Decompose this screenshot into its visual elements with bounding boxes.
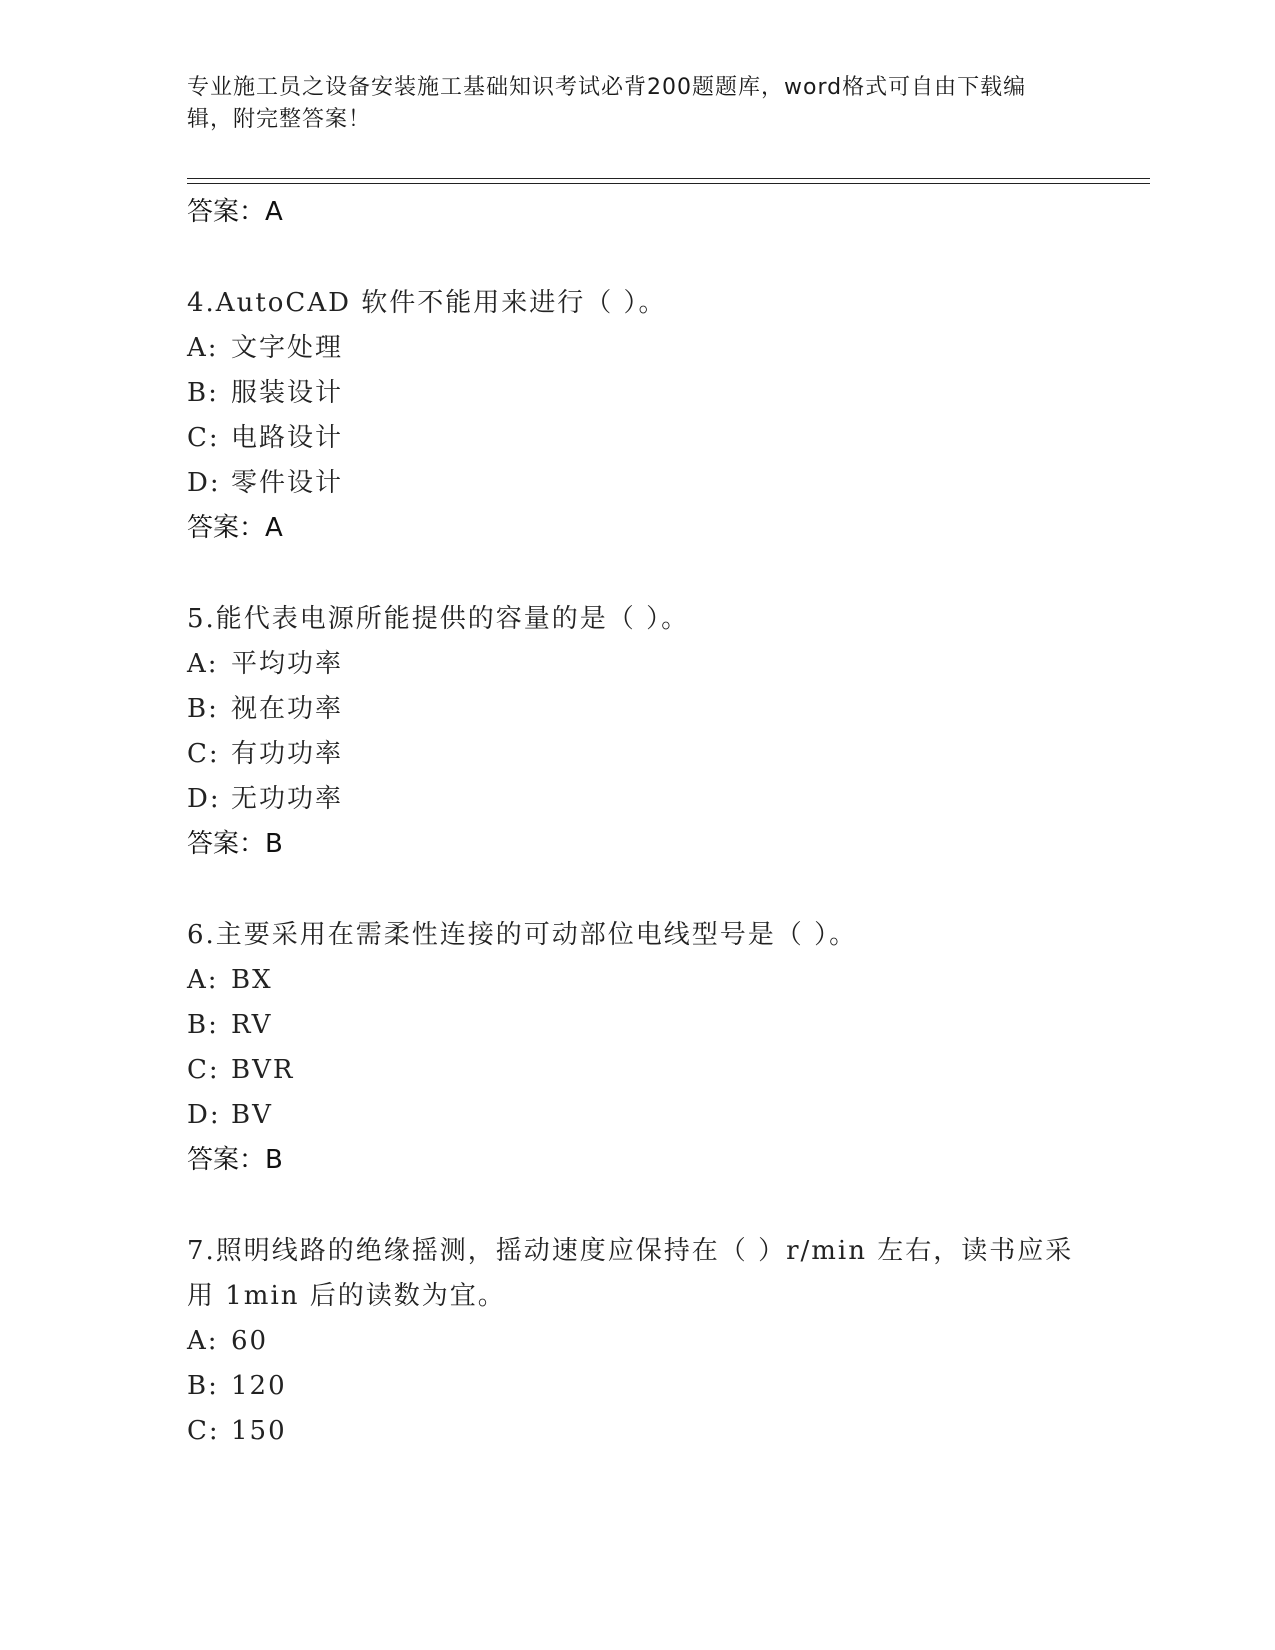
- option-text: 无功功率: [231, 784, 344, 814]
- question-block: [187, 597, 1087, 867]
- option-label: B:: [187, 378, 219, 408]
- option-a: [187, 958, 1087, 1003]
- option-text: 视在功率: [231, 694, 344, 724]
- answer-line: 答案：A: [187, 197, 283, 227]
- option-text: BV: [231, 1100, 273, 1130]
- option-label: D:: [187, 468, 221, 498]
- option-text: 零件设计: [231, 468, 344, 498]
- option-label: A:: [187, 1326, 219, 1356]
- option-label: B:: [187, 694, 219, 724]
- option-text: BX: [231, 965, 273, 995]
- header-divider: [187, 178, 1150, 179]
- answer-line: 答案：B: [187, 1145, 283, 1175]
- question-block: [187, 913, 1087, 1183]
- option-label: D:: [187, 784, 221, 814]
- option-label: C:: [187, 739, 220, 769]
- option-c: [187, 416, 1087, 461]
- option-text: 150: [231, 1416, 287, 1446]
- question-list: [187, 190, 1087, 1454]
- option-text: 平均功率: [231, 649, 344, 679]
- document-header: 专业施工员之设备安装施工基础知识考试必背200题题库，word格式可自由下载编辑，附完整答案！: [187, 75, 1027, 132]
- option-text: 文字处理: [231, 333, 344, 363]
- option-d: [187, 1093, 1087, 1138]
- option-text: 电路设计: [231, 423, 344, 453]
- option-text: RV: [231, 1010, 273, 1040]
- option-text: 服装设计: [231, 378, 344, 408]
- option-d: [187, 461, 1087, 506]
- option-label: A:: [187, 965, 219, 995]
- option-b: [187, 687, 1087, 732]
- header-divider-second: [187, 183, 1150, 184]
- question-text: 4.AutoCAD 软件不能用来进行（ ）。: [187, 288, 667, 318]
- option-text: BVR: [231, 1055, 295, 1085]
- option-a: [187, 642, 1087, 687]
- option-label: C:: [187, 423, 220, 453]
- answer-line: 答案：B: [187, 829, 283, 859]
- option-text: 60: [231, 1326, 269, 1356]
- option-b: [187, 1003, 1087, 1048]
- option-label: C:: [187, 1416, 220, 1446]
- option-d: [187, 777, 1087, 822]
- question-text: 5.能代表电源所能提供的容量的是（ ）。: [187, 604, 690, 634]
- option-b: [187, 371, 1087, 416]
- question-block: [187, 281, 1087, 551]
- question-text: 6.主要采用在需柔性连接的可动部位电线型号是（ ）。: [187, 920, 858, 950]
- question-text: 7.照明线路的绝缘摇测，摇动速度应保持在（ ）r/min 左右，读书应采用 1min 后的读数为宜。: [187, 1236, 1074, 1311]
- option-label: B:: [187, 1371, 219, 1401]
- question-block: [187, 1229, 1087, 1454]
- option-c: [187, 732, 1087, 777]
- option-b: [187, 1364, 1087, 1409]
- option-a: [187, 1319, 1087, 1364]
- answer-line: 答案：A: [187, 513, 283, 543]
- option-label: C:: [187, 1055, 220, 1085]
- option-text: 有功功率: [231, 739, 344, 769]
- option-a: [187, 326, 1087, 371]
- option-label: B:: [187, 1010, 219, 1040]
- option-c: [187, 1048, 1087, 1093]
- option-label: D:: [187, 1100, 221, 1130]
- option-text: 120: [231, 1371, 287, 1401]
- option-label: A:: [187, 333, 219, 363]
- option-c: [187, 1409, 1087, 1454]
- option-label: A:: [187, 649, 219, 679]
